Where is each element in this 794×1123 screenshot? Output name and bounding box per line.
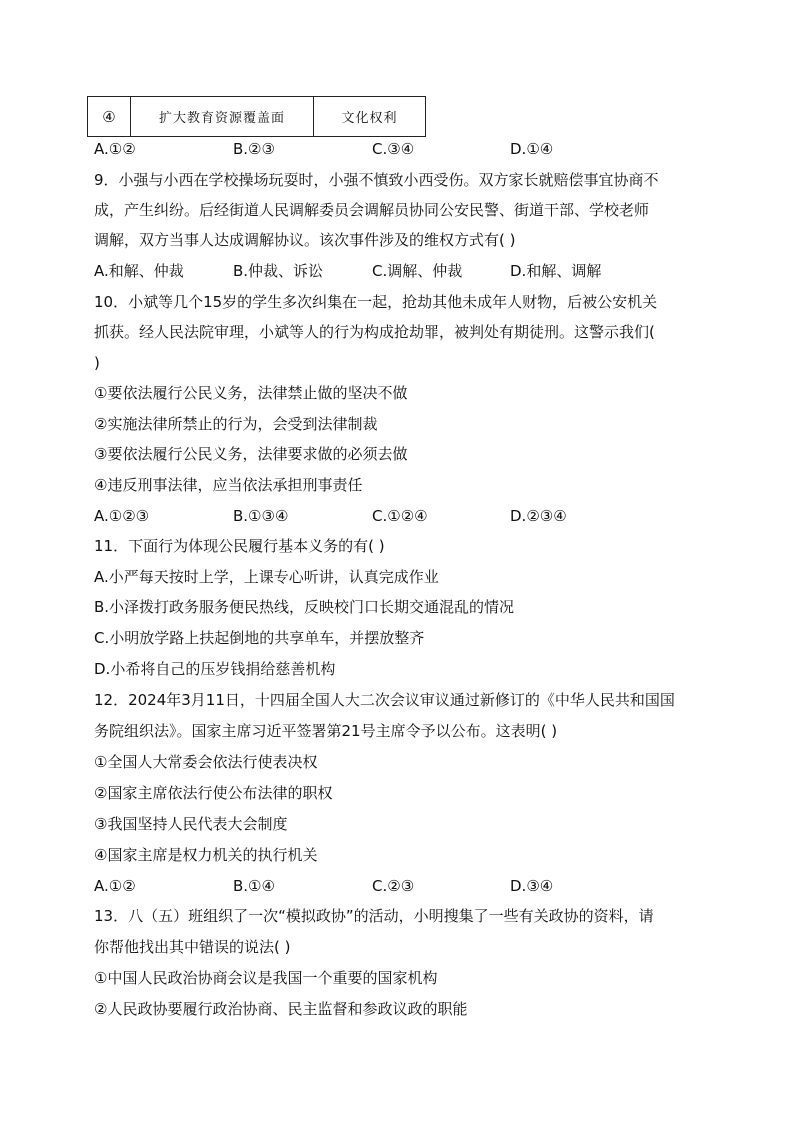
q12-stem-line-1: 12．2024年3月11日，十四届全国人大二次会议审议通过新修订的《中华人民共和国国 [94,691,675,709]
option-b[interactable]: B.①③④ [233,507,289,525]
q13-statement-1: ①中国人民政治协商会议是我国一个重要的国家机构 [94,969,438,987]
q12-statement-3: ③我国坚持人民代表大会制度 [94,815,288,833]
q11-choice-c[interactable]: C.小明放学路上扶起倒地的共享单车，并摆放整齐 [94,629,425,647]
q10-statement-4: ④违反刑事法律，应当依法承担刑事责任 [94,476,363,494]
q12-options [94,876,714,896]
option-b[interactable]: B.仲裁、诉讼 [233,262,324,280]
option-a[interactable]: A.①② [94,140,136,158]
q10-stem-line-1: 10．小斌等几个15岁的学生多次纠集在一起，抢劫其他未成年人财物，后被公安机关 [94,293,658,311]
q10-statement-1: ①要依法履行公民义务，法律禁止做的坚决不做 [94,384,408,402]
q10-statement-3: ③要依法履行公民义务，法律要求做的必须去做 [94,445,408,463]
q10-stem-line-3: ) [94,354,100,372]
option-a[interactable]: A.和解、仲裁 [94,262,184,280]
option-c[interactable]: C.①②④ [372,507,428,525]
option-c[interactable]: C.②③ [372,877,415,895]
option-a[interactable]: A.①② [94,877,136,895]
option-c[interactable]: C.③④ [372,140,415,158]
q10-stem-line-2: 抓获。经人民法院审理，小斌等人的行为构成抢劫罪，被判处有期徒刑。这警示我们( [94,323,655,341]
q9-stem-line-1: 9．小强与小西在学校操场玩耍时，小强不慎致小西受伤。双方家长就赔偿事宜协商不 [94,171,659,189]
option-d[interactable]: D.③④ [510,877,554,895]
option-b[interactable]: B.①④ [233,877,275,895]
q10-statement-2: ②实施法律所禁止的行为，会受到法律制裁 [94,415,378,433]
option-b[interactable]: B.②③ [233,140,275,158]
q11-choice-d[interactable]: D.小希将自己的压岁钱捐给慈善机构 [94,660,336,678]
q9-stem-line-3: 调解，双方当事人达成调解协议。该次事件涉及的维权方式有( ) [94,231,516,249]
option-c[interactable]: C.调解、仲裁 [372,262,463,280]
option-a[interactable]: A.①②③ [94,507,150,525]
q12-statement-2: ②国家主席依法行使公布法律的职权 [94,784,333,802]
table-row [88,97,426,137]
table-cell-measure: 扩大教育资源覆盖面 [131,97,314,137]
q8-options [94,139,714,159]
option-d[interactable]: D.②③④ [510,507,567,525]
q11-stem-line-1: 11．下面行为体现公民履行基本义务的有( ) [94,537,385,555]
option-d[interactable]: D.①④ [510,140,554,158]
q13-statement-2: ②人民政协要履行政治协商、民主监督和参政议政的职能 [94,1000,468,1018]
option-d[interactable]: D.和解、调解 [510,262,602,280]
q12-statement-1: ①全国人大常委会依法行使表决权 [94,753,318,771]
q11-choice-a[interactable]: A.小严每天按时上学，上课专心听讲，认真完成作业 [94,568,439,586]
answer-table-fragment [87,96,426,137]
q12-stem-line-2: 务院组织法》。国家主席习近平签署第21号主席令予以公布。这表明( ) [94,722,558,740]
q11-choice-b[interactable]: B.小泽拨打政务服务便民热线，反映校门口长期交通混乱的情况 [94,598,515,616]
q12-statement-4: ④国家主席是权力机关的执行机关 [94,846,318,864]
q9-stem-line-2: 成，产生纠纷。后经街道人民调解委员会调解员协同公安民警、街道干部、学校老师 [94,201,650,219]
q10-options [94,506,714,526]
q13-stem-line-1: 13．八（五）班组织了一次“模拟政协”的活动，小明搜集了一些有关政协的资料，请 [94,907,654,925]
table-cell-right: 文化权利 [314,97,426,137]
table-cell-number: ④ [88,97,131,137]
q9-options [94,261,714,281]
q13-stem-line-2: 你帮他找出其中错误的说法( ) [94,938,291,956]
